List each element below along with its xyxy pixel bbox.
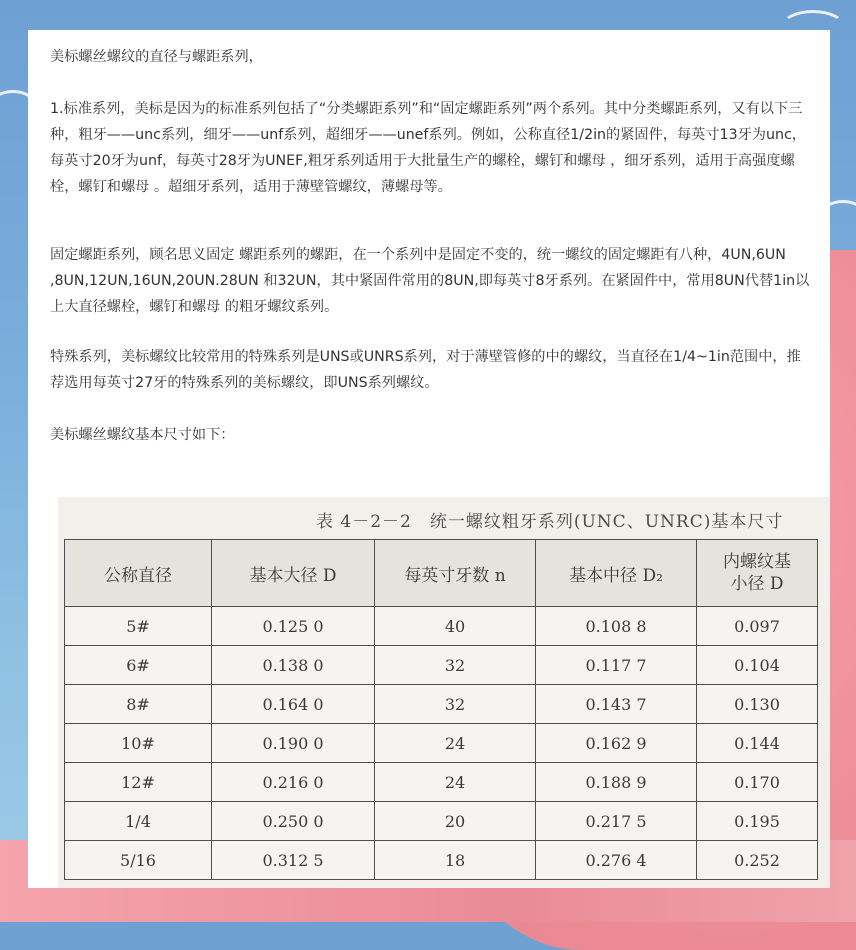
table-row [65, 802, 818, 841]
cell-tpi: 18 [375, 841, 536, 880]
cell-nominal: 12# [65, 763, 212, 802]
cell-nominal: 5# [65, 607, 212, 646]
table-row [65, 607, 818, 646]
cell-major: 0.312 5 [212, 841, 375, 880]
header-internal-minor-line1: 内螺纹基 [723, 552, 791, 572]
cell-major: 0.216 0 [212, 763, 375, 802]
header-internal-minor-diameter [697, 540, 818, 607]
cell-minor: 0.097 [697, 607, 818, 646]
cell-major: 0.125 0 [212, 607, 375, 646]
cell-minor: 0.252 [697, 841, 818, 880]
cell-tpi: 32 [375, 646, 536, 685]
paragraph-special-series: 特殊系列，美标螺纹比较常用的特殊系列是UNS或UNRS系列，对于薄壁管修的中的螺纹，当直径在1/4~1in范围中，推荐选用每英寸27牙的特殊系列的美标螺纹，即UNS系列螺纹。 [50, 349, 801, 391]
table-header-row [65, 540, 818, 607]
cell-nominal: 6# [65, 646, 212, 685]
cell-pitch: 0.117 7 [536, 646, 697, 685]
cell-tpi: 24 [375, 724, 536, 763]
header-threads-per-inch: 每英寸牙数 n [375, 540, 536, 607]
thread-size-table [64, 539, 818, 880]
paragraph-fixed-pitch-series: 固定螺距系列，顾名思义固定 螺距系列的螺距，在一个系列中是固定不变的，统一螺纹的固定螺距有八种，4UN,6UN ,8UN,12UN,16UN,20UN.28UN 和32UN，其中紧固件常用的8UN,即每英寸8牙系列。在紧固件中，常用8UN代替1in以上大直径螺栓，螺钉和螺母 的粗牙螺纹系列。 [50, 247, 810, 315]
header-major-diameter: 基本大径 D [212, 540, 375, 607]
cell-pitch: 0.188 9 [536, 763, 697, 802]
cell-major: 0.190 0 [212, 724, 375, 763]
cell-minor: 0.144 [697, 724, 818, 763]
cell-nominal: 5/16 [65, 841, 212, 880]
cell-pitch: 0.108 8 [536, 607, 697, 646]
cell-nominal: 1/4 [65, 802, 212, 841]
table-row [65, 685, 818, 724]
cell-tpi: 20 [375, 802, 536, 841]
cell-nominal: 10# [65, 724, 212, 763]
paragraph-table-intro: 美标螺丝螺纹基本尺寸如下： [50, 427, 235, 443]
cell-minor: 0.195 [697, 802, 818, 841]
cell-pitch: 0.217 5 [536, 802, 697, 841]
cell-minor: 0.130 [697, 685, 818, 724]
cell-major: 0.164 0 [212, 685, 375, 724]
table-photo [58, 497, 830, 888]
cell-major: 0.250 0 [212, 802, 375, 841]
table-row [65, 724, 818, 763]
article-heading: 美标螺丝螺纹的直径与螺距系列， [50, 49, 263, 65]
table-row [65, 646, 818, 685]
header-internal-minor-line2: 小径 D [730, 574, 784, 594]
cell-minor: 0.170 [697, 763, 818, 802]
header-pitch-diameter: 基本中径 D₂ [536, 540, 697, 607]
cell-tpi: 24 [375, 763, 536, 802]
header-nominal-diameter: 公称直径 [65, 540, 212, 607]
cell-major: 0.138 0 [212, 646, 375, 685]
paragraph-standard-series: 1.标准系列，美标是因为的标准系列包括了“分类螺距系列”和“固定螺距系列”两个系列。其中分类螺距系列，又有以下三种，粗牙——unc系列，细牙——unf系列，超细牙——unef系列。例如，公称直径1/2in的紧固件，每英寸13牙为unc，每英寸20牙为unf，每英寸28牙为UNEF,粗牙系列适用于大批量生产的螺栓，螺钉和螺母 ，细牙系列，适用于高强度螺栓，螺钉和螺母 。超细牙系列，适用于薄壁管螺纹，薄螺母等。 [50, 101, 806, 195]
cell-pitch: 0.276 4 [536, 841, 697, 880]
cell-tpi: 40 [375, 607, 536, 646]
cell-minor: 0.104 [697, 646, 818, 685]
cell-pitch: 0.162 9 [536, 724, 697, 763]
table-caption: 表 4－2－2 统一螺纹粗牙系列(UNC、UNRC)基本尺寸 [316, 512, 784, 532]
cell-tpi: 32 [375, 685, 536, 724]
article-card [28, 30, 830, 888]
cell-pitch: 0.143 7 [536, 685, 697, 724]
table-row [65, 763, 818, 802]
table-row [65, 841, 818, 880]
cell-nominal: 8# [65, 685, 212, 724]
